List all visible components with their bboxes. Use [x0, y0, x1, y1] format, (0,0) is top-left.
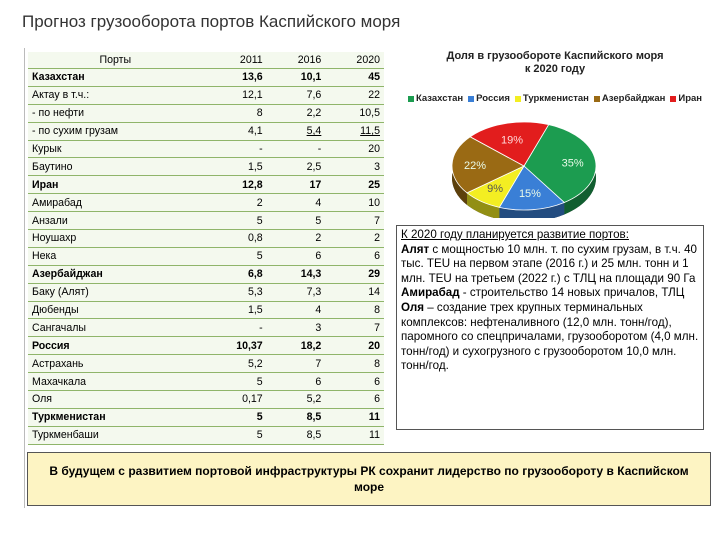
- ports-table-body: [28, 69, 384, 445]
- table-row: [28, 212, 384, 230]
- cell-y2020: 7: [325, 319, 384, 337]
- table-row: [28, 265, 384, 283]
- note-amirabad-text: - строительство 14 новых причалов, ТЛЦ: [459, 286, 685, 300]
- cell-y2020: 14: [325, 283, 384, 301]
- table-row: [28, 122, 384, 140]
- cell-y2016: 4: [267, 194, 326, 212]
- table-row: [28, 337, 384, 355]
- cell-y2011: 5: [203, 247, 267, 265]
- cell-port: - по нефти: [28, 104, 203, 122]
- note-alyat-name: Алят: [401, 242, 430, 256]
- cell-y2020: 6: [325, 247, 384, 265]
- cell-port: - по сухим грузам: [28, 122, 203, 140]
- cell-y2020: 2: [325, 230, 384, 248]
- cell-port: Сангачалы: [28, 319, 203, 337]
- legend-label: Азербайджан: [601, 93, 666, 104]
- cell-y2011: 5: [203, 373, 267, 391]
- cell-y2020: 25: [325, 176, 384, 194]
- cell-y2011: 5: [203, 408, 267, 426]
- cell-y2020: 20: [325, 337, 384, 355]
- cell-y2020: 8: [325, 301, 384, 319]
- cell-y2016: 5,4: [267, 122, 326, 140]
- table-row: [28, 86, 384, 104]
- header-2020: 2020: [356, 54, 380, 66]
- conclusion-box: В будущем с развитием портовой инфраструктуры РК сохранит лидерство по грузообороту в Каспийском море: [27, 452, 711, 506]
- chart-title-line-1: Доля в грузообороте Каспийского моря: [446, 50, 664, 62]
- cell-y2011: 1,5: [203, 158, 267, 176]
- cell-port: Казахстан: [28, 69, 203, 87]
- cell-port: Азербайджан: [28, 265, 203, 283]
- header-2011: 2011: [239, 54, 263, 66]
- development-note: [396, 225, 704, 430]
- cell-y2016: 17: [267, 176, 326, 194]
- cell-y2011: 5,2: [203, 355, 267, 373]
- ports-table: [28, 52, 384, 445]
- cell-y2020: 45: [325, 69, 384, 87]
- table-row: [28, 194, 384, 212]
- table-row: [28, 140, 384, 158]
- cell-port: Анзали: [28, 212, 203, 230]
- cell-y2011: 13,6: [203, 69, 267, 87]
- note-amirabad-name: Амирабад: [401, 286, 460, 300]
- cell-y2016: 5: [267, 212, 326, 230]
- cell-port: Ноушахр: [28, 230, 203, 248]
- header-ports: Порты: [99, 54, 132, 66]
- cell-y2016: 14,3: [267, 265, 326, 283]
- cell-y2011: 12,8: [203, 176, 267, 194]
- cell-port: Амирабад: [28, 194, 203, 212]
- table-row: [28, 426, 384, 444]
- cell-y2011: 1,5: [203, 301, 267, 319]
- cell-y2016: 6: [267, 247, 326, 265]
- table-row: [28, 247, 384, 265]
- cell-port: Баутино: [28, 158, 203, 176]
- table-row: [28, 373, 384, 391]
- note-alyat-text: с мощностью 10 млн. т. по сухим грузам, в т.ч. 40 тыс. TEU на первом этапе (2016 г.) и 25 млн. тонн и 1 млн. TEU на третьем (2022 г.) с ТЛЦ на площади 90 Га: [401, 242, 697, 285]
- cell-y2011: 12,1: [203, 86, 267, 104]
- cell-y2011: -: [203, 140, 267, 158]
- pie-slice-label: 19%: [500, 134, 524, 147]
- note-olya-text: – создание трех крупных терминальных комплексов: нефтеналивного (12,0 млн. тонн/год), паромного со спецпричалами, грузооборотом (4,0 млн. тонн/год) и сухогрузного с грузооборотом 10,0 млн. тонн/год.: [401, 300, 699, 373]
- table-row: [28, 158, 384, 176]
- cell-y2011: -: [203, 319, 267, 337]
- cell-port: Оля: [28, 391, 203, 409]
- pie-slice-label: 9%: [487, 183, 504, 196]
- legend-label: Туркменистан: [522, 93, 589, 104]
- table-header-row: [28, 52, 384, 69]
- cell-port: Дюбенды: [28, 301, 203, 319]
- cell-y2020: 11,5: [325, 122, 384, 140]
- note-olya-name: Оля: [401, 300, 424, 314]
- cell-y2011: 0,17: [203, 391, 267, 409]
- cell-y2020: 11: [325, 426, 384, 444]
- cell-y2016: 3: [267, 319, 326, 337]
- cell-y2020: 22: [325, 86, 384, 104]
- table-row: [28, 319, 384, 337]
- cell-y2011: 5: [203, 212, 267, 230]
- cell-y2011: 4,1: [203, 122, 267, 140]
- legend-label: Казахстан: [415, 93, 464, 104]
- cell-y2011: 6,8: [203, 265, 267, 283]
- cell-y2020: 11: [325, 408, 384, 426]
- table-row: [28, 69, 384, 87]
- cell-y2016: 10,1: [267, 69, 326, 87]
- cell-port: Курык: [28, 140, 203, 158]
- cell-y2016: 5,2: [267, 391, 326, 409]
- cell-y2020: 7: [325, 212, 384, 230]
- pie-svg: [396, 46, 714, 218]
- cell-y2016: 8,5: [267, 408, 326, 426]
- note-lead: К 2020 году планируется развитие портов:: [401, 228, 629, 241]
- cell-y2020: 3: [325, 158, 384, 176]
- pie-slice-label: 15%: [518, 188, 541, 201]
- cell-port: Туркменистан: [28, 408, 203, 426]
- pie-slice-label: 22%: [464, 160, 487, 173]
- cell-port: Россия: [28, 337, 203, 355]
- note-amirabad: [401, 286, 699, 301]
- page-title: Прогноз грузооборота портов Каспийского моря: [22, 12, 401, 31]
- cell-port: Астрахань: [28, 355, 203, 373]
- left-frame-line: [24, 48, 25, 508]
- cell-y2016: 18,2: [267, 337, 326, 355]
- cell-port: Нека: [28, 247, 203, 265]
- cell-y2016: 8,5: [267, 426, 326, 444]
- cell-port: Актау в т.ч.:: [28, 86, 203, 104]
- cell-y2016: 6: [267, 373, 326, 391]
- cell-port: Махачкала: [28, 373, 203, 391]
- cell-y2016: 7: [267, 355, 326, 373]
- cell-y2020: 29: [325, 265, 384, 283]
- cell-y2020: 6: [325, 391, 384, 409]
- cell-y2020: 6: [325, 373, 384, 391]
- cell-y2020: 8: [325, 355, 384, 373]
- table-row: [28, 391, 384, 409]
- chart-title-line-2: к 2020 году: [524, 63, 586, 75]
- cell-y2016: 2,5: [267, 158, 326, 176]
- note-alyat: [401, 243, 699, 287]
- cell-y2016: -: [267, 140, 326, 158]
- cell-y2011: 5,3: [203, 283, 267, 301]
- cell-port: Баку (Алят): [28, 283, 203, 301]
- pie-slice-label: 35%: [561, 157, 584, 170]
- share-pie-chart: [396, 46, 714, 218]
- cell-y2011: 5: [203, 426, 267, 444]
- cell-y2011: 2: [203, 194, 267, 212]
- table-row: [28, 104, 384, 122]
- cell-y2016: 7,3: [267, 283, 326, 301]
- cell-y2016: 4: [267, 301, 326, 319]
- cell-y2016: 7,6: [267, 86, 326, 104]
- cell-y2020: 20: [325, 140, 384, 158]
- cell-y2011: 0,8: [203, 230, 267, 248]
- table-row: [28, 283, 384, 301]
- table-row: [28, 408, 384, 426]
- cell-y2011: 10,37: [203, 337, 267, 355]
- cell-y2020: 10,5: [325, 104, 384, 122]
- legend-label: Россия: [476, 93, 510, 104]
- legend-label: Иран: [678, 93, 703, 104]
- note-olya: [401, 301, 699, 374]
- header-2016: 2016: [297, 54, 322, 66]
- table-row: [28, 230, 384, 248]
- cell-y2020: 10: [325, 194, 384, 212]
- cell-y2016: 2,2: [267, 104, 326, 122]
- cell-port: Туркменбаши: [28, 426, 203, 444]
- table-row: [28, 301, 384, 319]
- cell-y2011: 8: [203, 104, 267, 122]
- cell-y2016: 2: [267, 230, 326, 248]
- cell-port: Иран: [28, 176, 203, 194]
- table-row: [28, 176, 384, 194]
- table-row: [28, 355, 384, 373]
